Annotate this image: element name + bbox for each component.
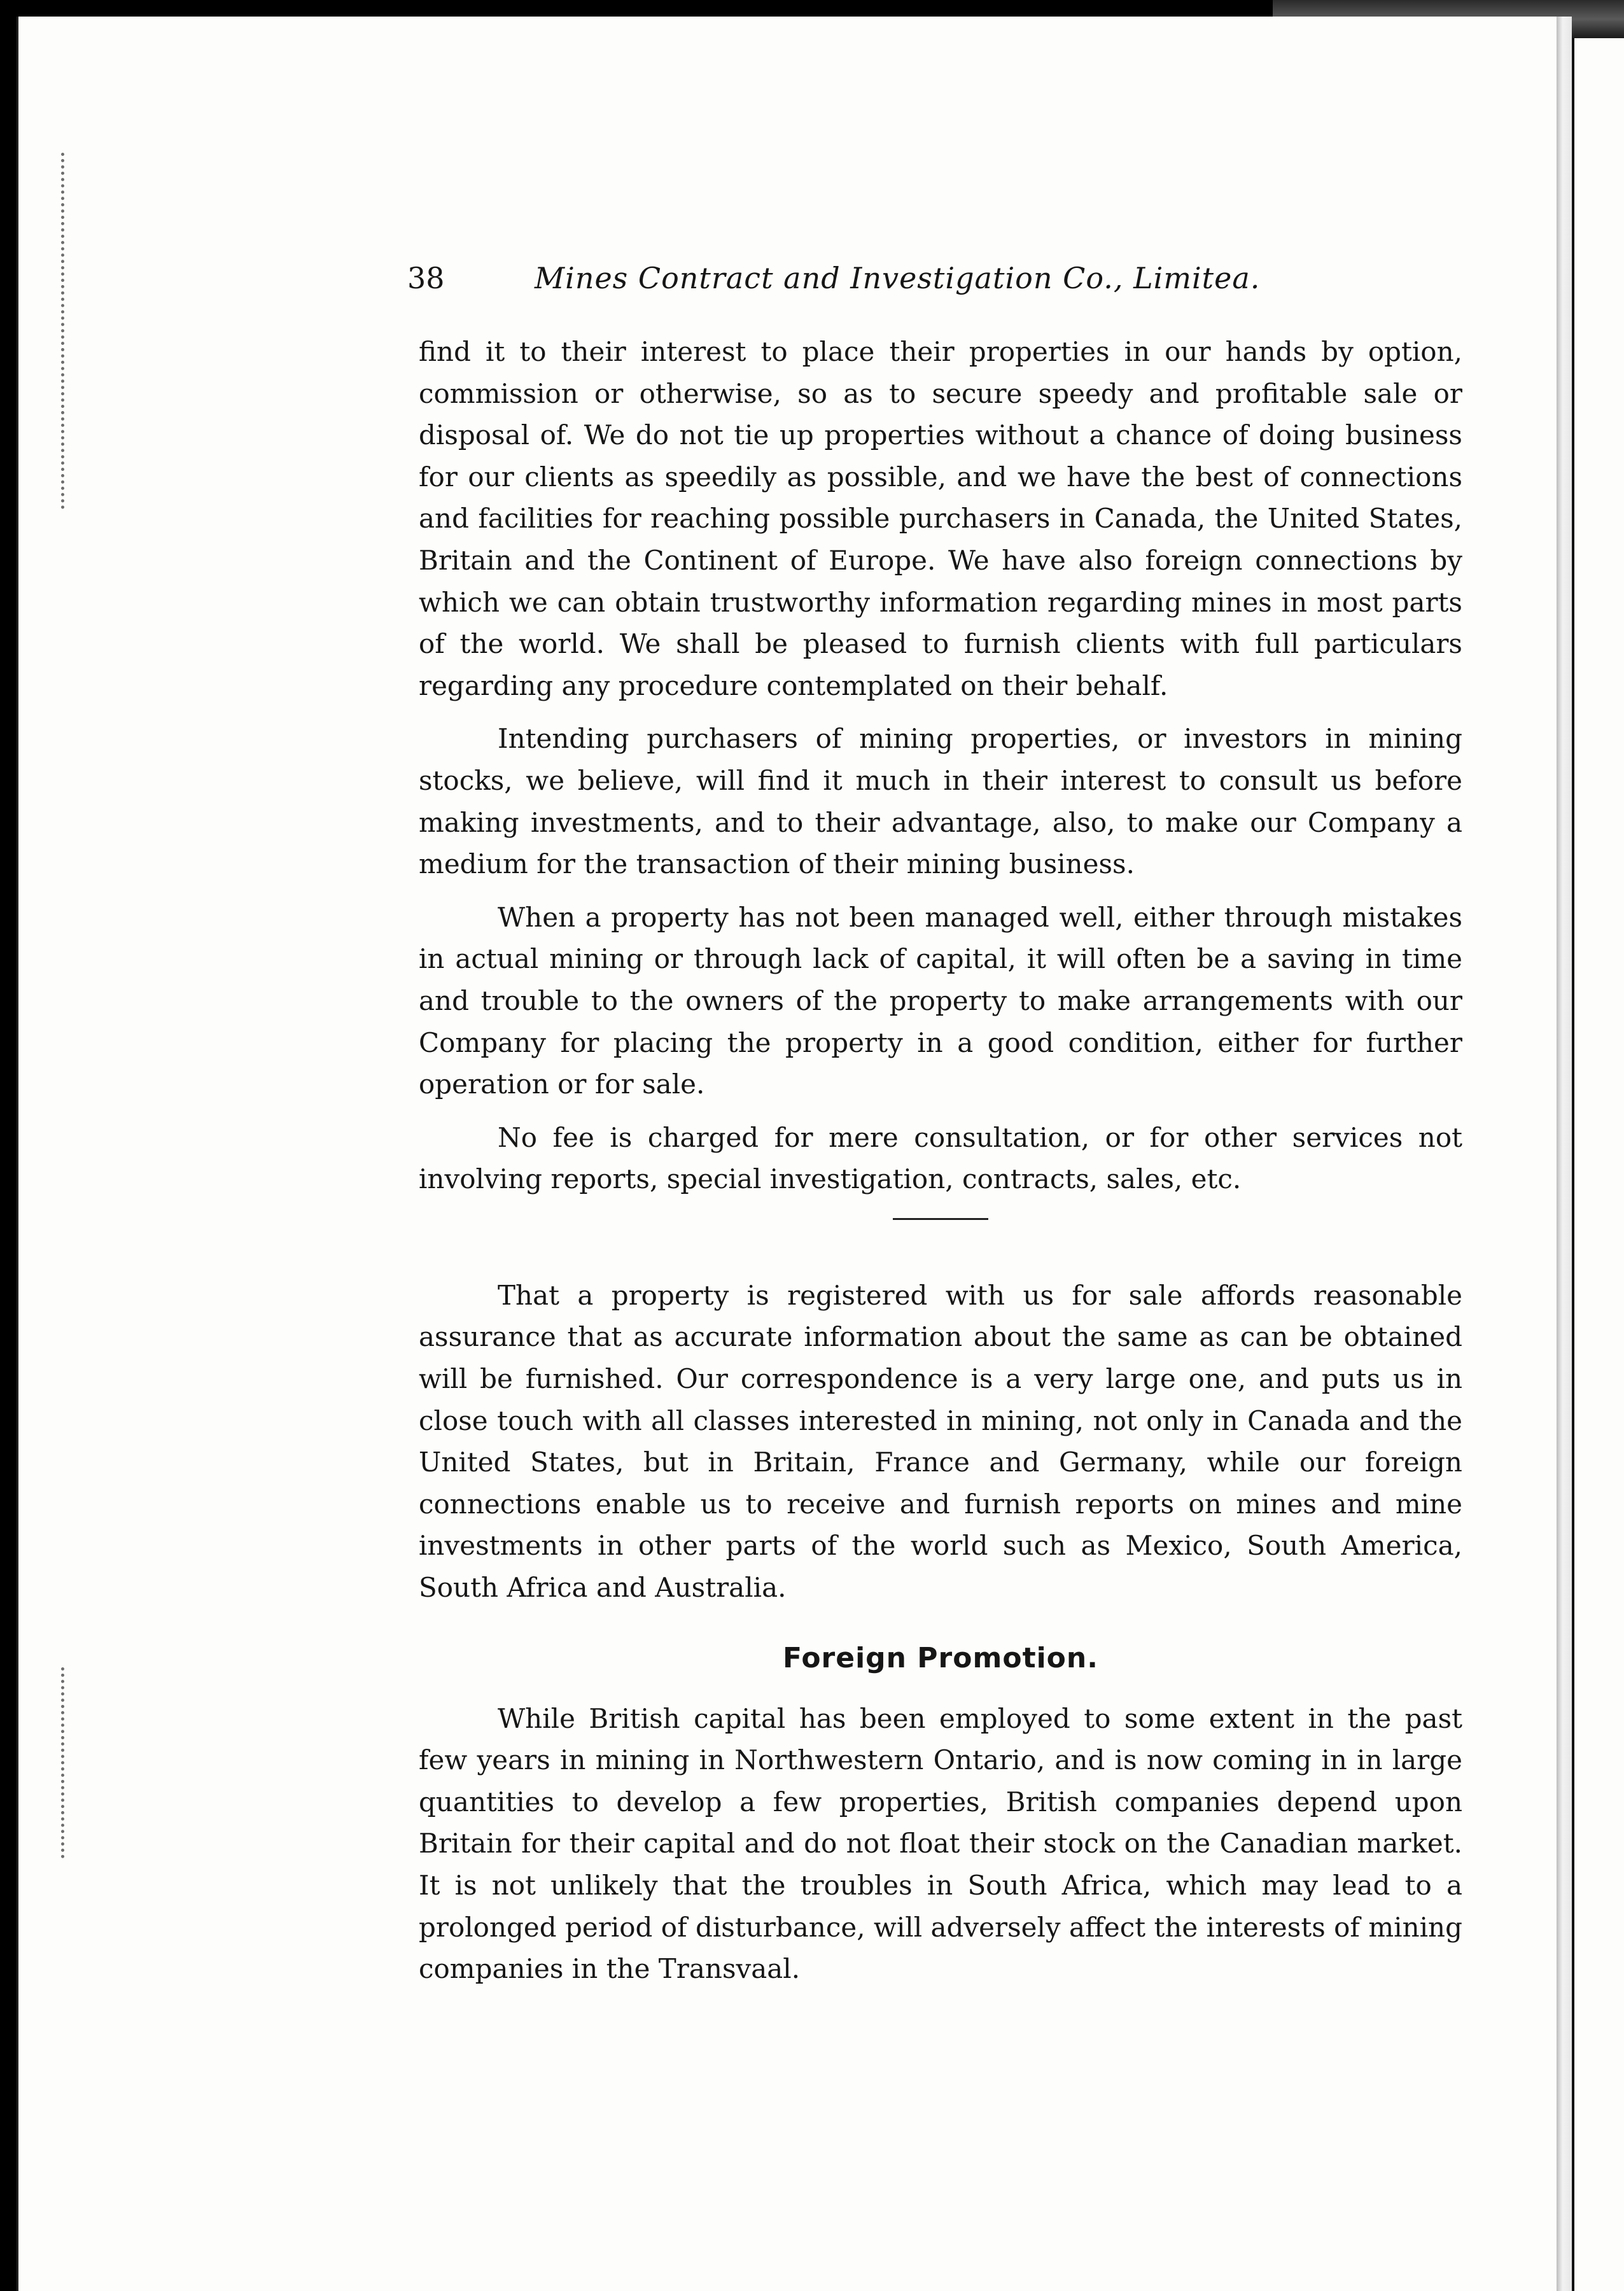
paragraph-registration: That a property is registered with us for sale affords reasonable assurance that as accurate information about the same as can be obtained will be furnished. Our correspondence is a very large one, and puts us in close touch with all classes interested in mining, not only in Canada and the United States, but in Britain, France and Germany, while our foreign connections enable us to receive and furnish reports on mines and mine investments in other parts of the world such as Mexico, South America, South Africa and Australia. (419, 1279, 1462, 1604)
binding-specks-lower (61, 1667, 83, 1858)
next-page-edge (1572, 38, 1624, 2291)
page-edge-shadow (1557, 17, 1572, 2291)
paragraph-foreign-promotion: While British capital has been employed to some extent in the past few years in mining in Northwestern Ontario, and is now coming in in large quantities to develop a few properties, British companies depend upon Britain for their capital and do not float their stock on the Canadian market. It is not unlikely that the troubles in South Africa, which may lead to a prolonged period of disturbance, will adversely affect the interests of mining companies in the Transvaal. (419, 1702, 1462, 1985)
running-head (407, 256, 1324, 300)
body-text (419, 331, 1462, 1990)
page-number: 38 (407, 261, 445, 295)
paragraph-purchasers: Intending purchasers of mining properties, or investors in mining stocks, we believe, will find it much in their interest to consult us before making investments, and to their advantage, also, to make our Company a medium for the transaction of their mining business. (419, 723, 1462, 880)
paragraph-continued: find it to their interest to place their properties in our hands by option, commission or otherwise, so as to secure speedy and profitable sale or disposal of. We do not tie up properties without a chance of doing business for our clients as speedily as possible, and we have the best of connections and facilities for reaching possible purchasers in Canada, the United States, Britain and the Continent of Europe. We have also foreign connections by which we can obtain trustworthy information regarding mines in most parts of the world. We shall be pleased to furnish clients with full particulars regarding any procedure contemplated on their behalf. (419, 336, 1462, 701)
running-title: Mines Contract and Investigation Co., Limitea. (535, 261, 1261, 295)
paragraph-management: When a property has not been managed well, either through mistakes in actual mining or through lack of capital, it will often be a saving in time and trouble to the owners of the property to make arrangements with our Company for placing the property in a good condition, either for further operation or for sale. (419, 901, 1462, 1100)
binding-specks (61, 153, 83, 509)
paragraph-fees: No fee is charged for mere consultation, or for other services not involving reports, special investigation, contracts, sales, etc. (419, 1121, 1462, 1195)
section-heading: Foreign Promotion. (783, 1641, 1098, 1674)
